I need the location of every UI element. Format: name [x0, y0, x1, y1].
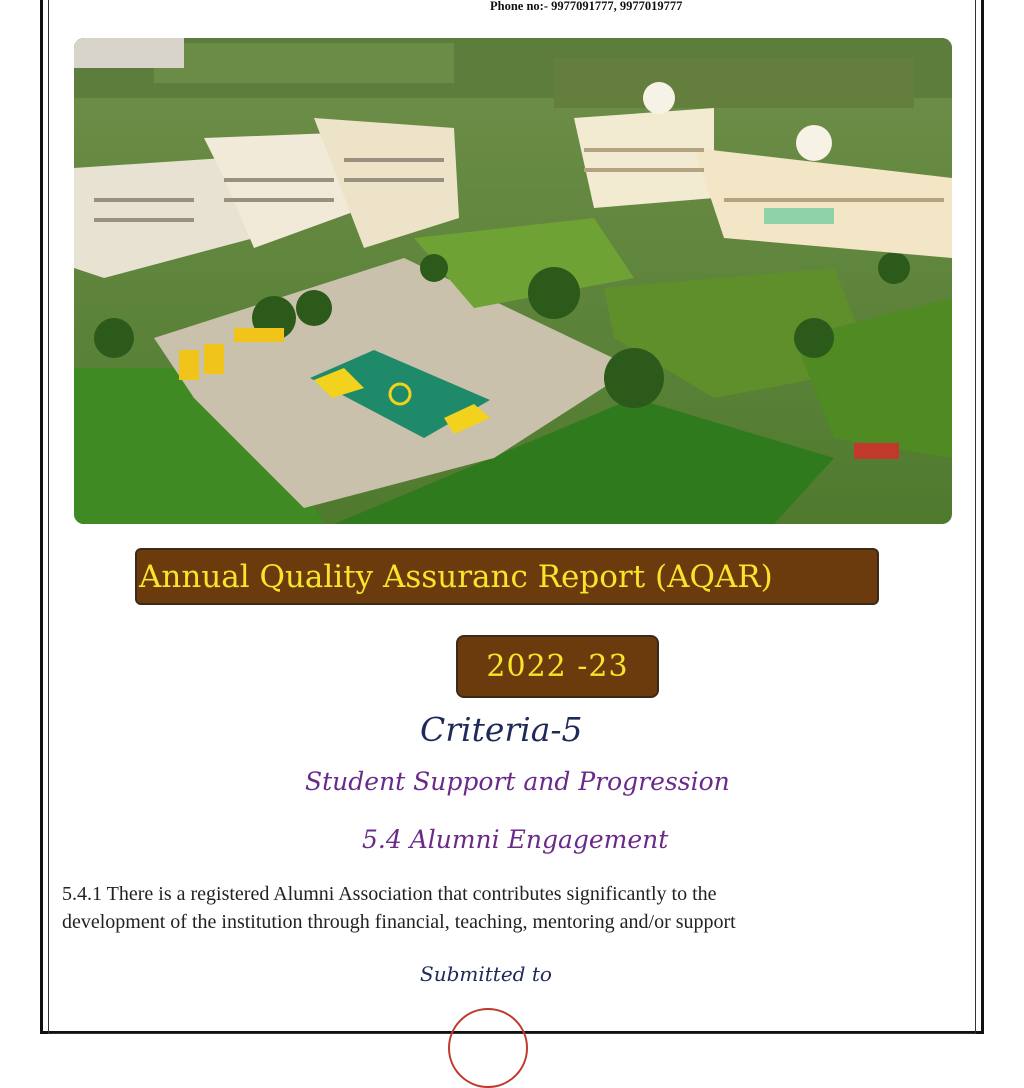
year-banner — [456, 635, 659, 698]
report-title-banner — [135, 548, 879, 605]
seal-logo — [448, 1008, 528, 1088]
metric-line-2: development of the institution through financial, teaching, mentoring and/or support — [62, 911, 736, 933]
campus-aerial-photo — [74, 38, 952, 524]
phone-numbers: Phone no:- 9977091777, 9977019777 — [490, 0, 683, 13]
report-title: Annual Quality Assuranc Report (AQAR) — [139, 558, 773, 595]
section-heading: 5.4 Alumni Engagement — [362, 825, 669, 854]
metric-line-1: 5.4.1 There is a registered Alumni Association that contributes significantly to the — [62, 883, 717, 905]
submitted-to-label: Submitted to — [420, 962, 552, 986]
criteria-heading: Criteria-5 — [420, 710, 583, 749]
metric-description — [62, 880, 962, 936]
criteria-subtitle: Student Support and Progression — [305, 767, 730, 796]
report-year: 2022 -23 — [486, 649, 629, 684]
